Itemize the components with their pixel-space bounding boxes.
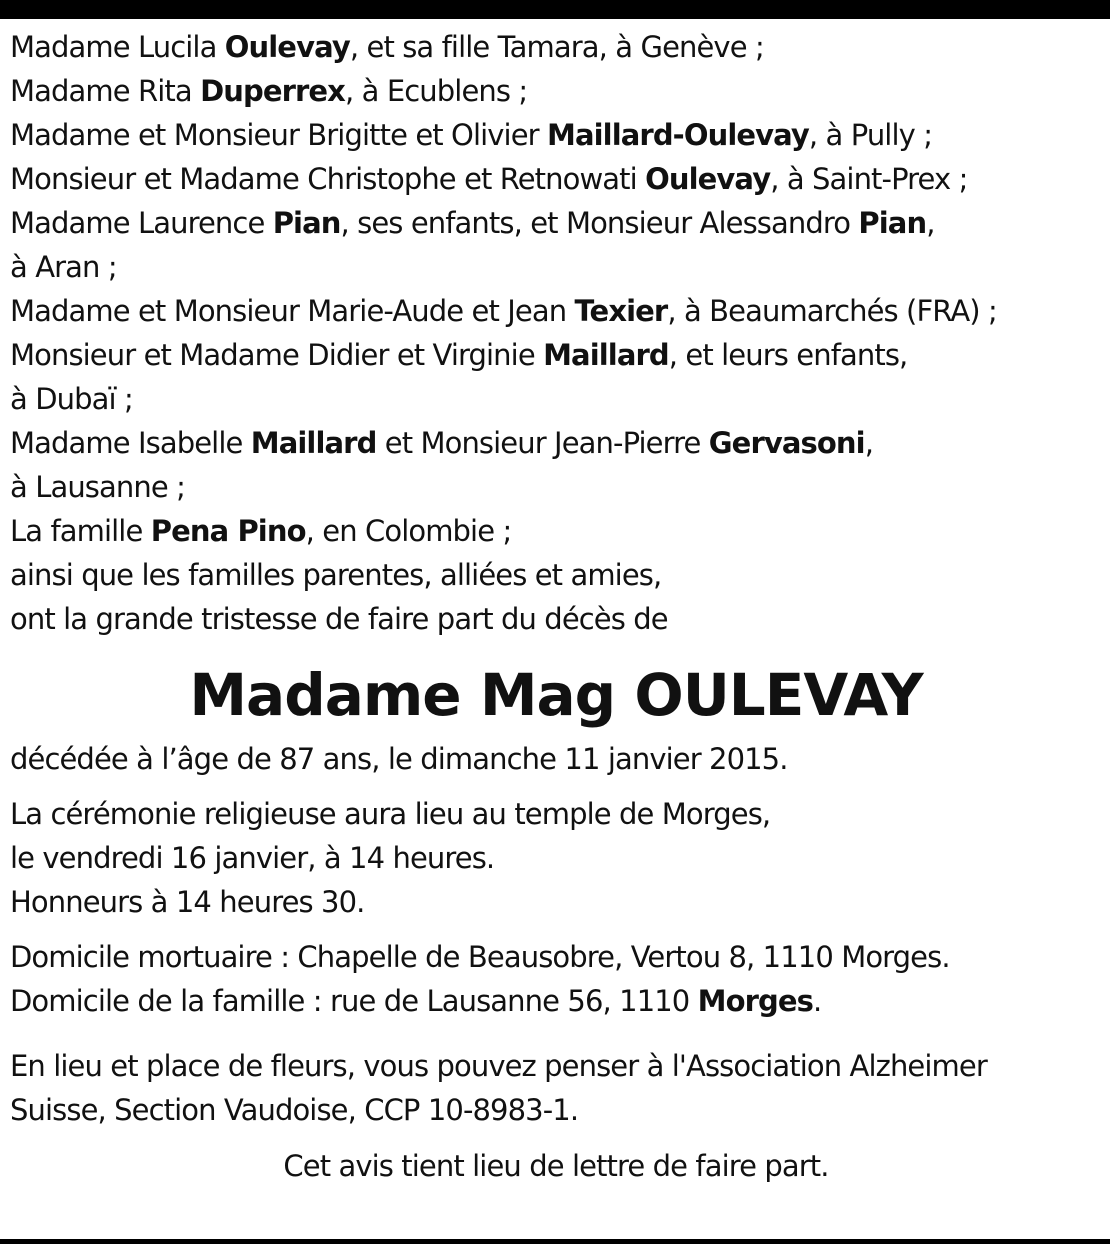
family-line-text: , à Beaumarchés (FRA) ;: [667, 294, 997, 328]
family-line-text: Madame et Monsieur Brigitte et Olivier: [10, 118, 547, 152]
family-line: [10, 245, 1102, 289]
family-surname: Maillard: [250, 426, 377, 460]
family-line-text: , à Pully ;: [808, 118, 933, 152]
family-line-text: , à Saint-Prex ;: [770, 162, 968, 196]
top-border-rule: [0, 0, 1110, 19]
family-surname: Oulevay: [224, 30, 350, 64]
family-surname: Pian: [272, 206, 341, 240]
family-line: [10, 509, 1102, 553]
death-info: décédée à l’âge de 87 ans, le dimanche 11 janvier 2015.: [10, 742, 788, 776]
family-line-text: Madame Rita: [10, 74, 201, 108]
donation-info: [10, 1044, 1102, 1132]
family-address-city: Morges: [697, 984, 814, 1018]
family-list: [10, 25, 1102, 641]
closing-note: Cet avis tient lieu de lettre de faire part.: [283, 1149, 829, 1183]
donation-line: Suisse, Section Vaudoise, CCP 10-8983-1.: [10, 1093, 579, 1127]
family-surname: Gervasoni: [708, 426, 865, 460]
ceremony-line: le vendredi 16 janvier, à 14 heures.: [10, 841, 495, 875]
family-line: [10, 553, 1102, 597]
family-line-text: Madame Lucila: [10, 30, 225, 64]
family-line: [10, 597, 1102, 641]
family-line-text: à Aran ;: [10, 250, 117, 284]
deceased-name: Madame Mag OULEVAY: [189, 661, 923, 729]
family-surname: Maillard-Oulevay: [547, 118, 809, 152]
family-surname: Pian: [858, 206, 927, 240]
family-address: [10, 979, 1102, 1023]
domicile-info: [10, 935, 1102, 1023]
family-line: [10, 289, 1102, 333]
family-line: [10, 157, 1102, 201]
family-line-text: Madame et Monsieur Marie-Aude et Jean: [10, 294, 575, 328]
family-line: [10, 465, 1102, 509]
family-line-text: , et leurs enfants,: [668, 338, 908, 372]
family-surname: Oulevay: [645, 162, 771, 196]
mortuary-address: Domicile mortuaire : Chapelle de Beausobre, Vertou 8, 1110 Morges.: [10, 940, 950, 974]
family-line-text: Madame Laurence: [10, 206, 273, 240]
donation-line: En lieu et place de fleurs, vous pouvez penser à l'Association Alzheimer: [10, 1049, 987, 1083]
family-line: [10, 25, 1102, 69]
family-line-text: La famille: [10, 514, 151, 548]
family-line: [10, 333, 1102, 377]
family-line-text: et Monsieur Jean-Pierre: [376, 426, 709, 460]
family-line-text: ,: [926, 206, 935, 240]
family-surname: Texier: [574, 294, 668, 328]
family-address-end: .: [813, 984, 822, 1018]
family-surname: Pena Pino: [150, 514, 306, 548]
ceremony-line: Honneurs à 14 heures 30.: [10, 885, 365, 919]
family-line: [10, 69, 1102, 113]
family-line-text: ,: [864, 426, 874, 460]
ceremony-info: [10, 792, 1102, 924]
ceremony-line: La cérémonie religieuse aura lieu au temple de Morges,: [10, 797, 771, 831]
family-surname: Duperrex: [200, 74, 345, 108]
family-line-text: , ses enfants, et Monsieur Alessandro: [340, 206, 859, 240]
family-line: [10, 377, 1102, 421]
family-line-text: , à Ecublens ;: [345, 74, 528, 108]
family-line-text: , en Colombie ;: [305, 514, 512, 548]
family-line-text: , et sa fille Tamara, à Genève ;: [349, 30, 764, 64]
family-line-text: ainsi que les familles parentes, alliées et amies,: [10, 558, 662, 592]
family-surname: Maillard: [543, 338, 669, 372]
obituary-notice: [10, 25, 1102, 1188]
family-line-text: Monsieur et Madame Didier et Virginie: [10, 338, 544, 372]
family-line: [10, 421, 1102, 465]
bottom-border-rule: [0, 1239, 1110, 1244]
family-line-text: à Lausanne ;: [10, 470, 185, 504]
family-line-text: ont la grande tristesse de faire part du décès de: [10, 602, 668, 636]
family-line: [10, 201, 1102, 245]
family-line: [10, 113, 1102, 157]
family-address-text: Domicile de la famille : rue de Lausanne 56, 1110: [10, 984, 698, 1018]
family-line-text: Monsieur et Madame Christophe et Retnowati: [10, 162, 646, 196]
family-line-text: à Dubaï ;: [10, 382, 133, 416]
family-line-text: Madame Isabelle: [10, 426, 251, 460]
